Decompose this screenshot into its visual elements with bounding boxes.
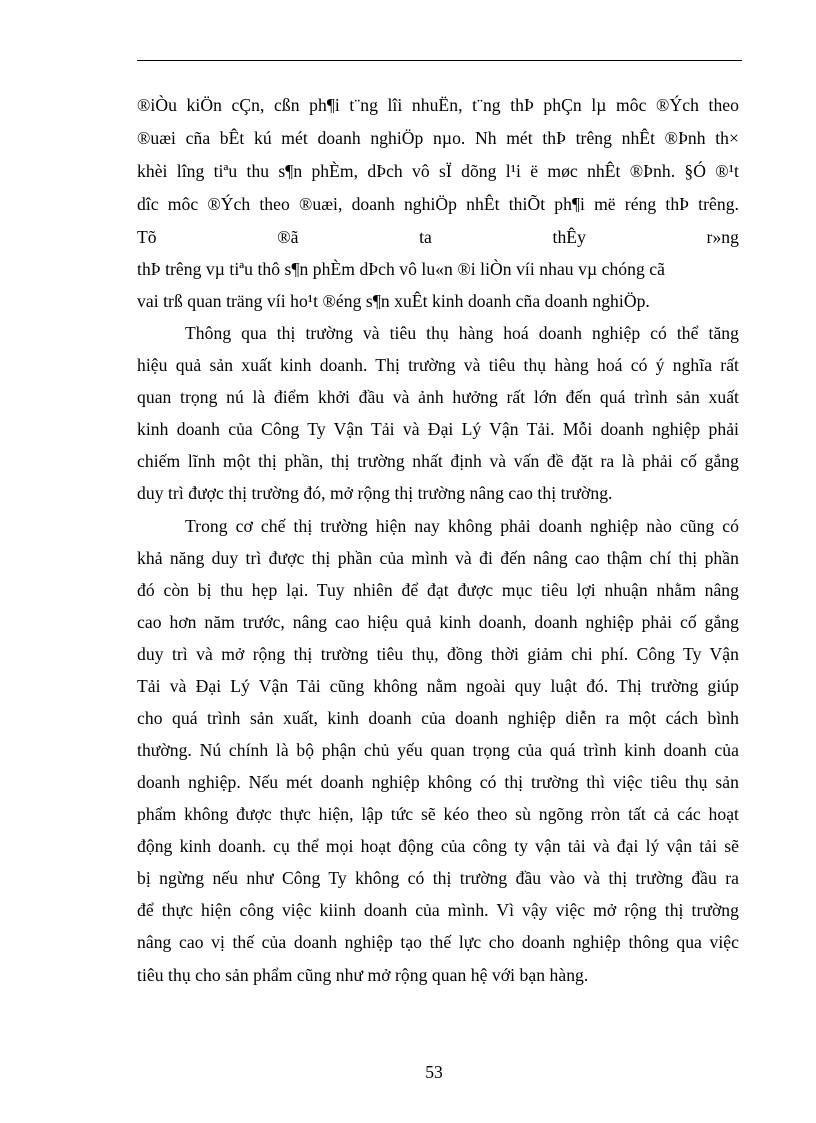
paragraph-line: thường. Nú chính là bộ phận chủ yếu quan trọng của quá trình kinh doanh của (137, 740, 739, 760)
paragraph-line: Trong cơ chế thị trường hiện nay không phải doanh nghiệp nào cũng có (185, 516, 739, 536)
paragraph-line: cao hơn năm trước, nâng cao hiệu quả kinh doanh, doanh nghiệp phải cố gắng (137, 612, 739, 632)
paragraph-line: đó còn bị thu hẹp lại. Tuy nhiên để đạt được mục tiêu lợi nhuận nhằm nâng (137, 580, 739, 600)
paragraph-line: quan trọng nú là điểm khởi đầu và ảnh hưởng rất lớn đến quá trình sản xuất (137, 387, 739, 407)
paragraph-line: cho quá trình sản xuất, kinh doanh của doanh nghiệp diễn ra một cách bình (137, 708, 739, 728)
paragraph-line: duy trì được thị trường đó, mở rộng thị trường nâng cao thị trường. (137, 483, 613, 503)
paragraph-line: doanh nghiệp. Nếu mét doanh nghiệp không có thị trường thì việc tiêu thụ sản (137, 772, 739, 792)
paragraph-line: động kinh doanh. cụ thể mọi hoạt động của công ty vận tải và đại lý vận tải sẽ (137, 836, 739, 856)
paragraph-line: nâng cao vị thế của doanh nghiệp tạo thế lực cho doanh nghiệp thông qua việc (137, 932, 739, 952)
paragraph-line: thÞ trêng vµ tiªu thô s¶n phÈm dÞch vô lu«n ®i liÒn víi nhau vµ chóng cã (137, 259, 665, 279)
paragraph-line: để thực hiện công việc kiinh doanh của mình. Vì vậy việc mở rộng thị trường (137, 900, 739, 920)
paragraph-line: tiêu thụ cho sản phẩm cũng như mở rộng quan hệ với bạn hàng. (137, 965, 589, 985)
paragraph-line: kinh doanh của Công Ty Vận Tải và Đại Lý Vận Tải. Mỗi doanh nghiệp phải (137, 419, 739, 439)
paragraph-line: bị ngừng nếu như Công Ty không có thị trường đầu vào và thị trường đầu ra (137, 868, 739, 888)
paragraph-line: vai trß quan träng víi ho¹t ®éng s¶n xuÊt kinh doanh cña doanh nghiÖp. (137, 291, 650, 311)
paragraph-line: dîc môc ®Ých theo ®uæi, doanh nghiÖp nhÊt thiÕt ph¶i më réng thÞ trêng. (137, 194, 739, 214)
paragraph-line: hiệu quả sản xuất kinh doanh. Thị trường và tiêu thụ hàng hoá có ý nghĩa rất (137, 355, 739, 375)
paragraph-line: Thông qua thị trường và tiêu thụ hàng hoá doanh nghiệp có thể tăng (185, 323, 739, 343)
header-rule (137, 60, 742, 61)
page-number: 53 (425, 1062, 443, 1082)
paragraph-line: phẩm không được thực hiện, lập tức sẽ kéo theo sù ngõng rròn tất cả các hoạt (137, 804, 739, 824)
paragraph-line: khèi lîng tiªu thu s¶n phÈm, dÞch vô sÏ dõng l¹i ë møc nhÊt ®Þnh. §Ó ®¹t (137, 161, 739, 181)
paragraph-line: ®uæi cña bÊt kú mét doanh nghiÖp nµo. Nh mét thÞ trêng nhÊt ®Þnh th× (137, 128, 739, 148)
paragraph-line: ®iÒu kiÖn cÇn, cßn ph¶i t¨ng lîi nhuËn, t¨ng thÞ phÇn lµ môc ®Ých theo (137, 95, 739, 115)
paragraph-line: chiếm lĩnh một thị phần, thị trường nhất định và vấn đề đặt ra là phải cố gắng (137, 451, 739, 471)
paragraph-line: khả năng duy trì được thị phần của mình và đi đến nâng cao thậm chí thị phần (137, 548, 739, 568)
paragraph-line: Tải và Đại Lý Vận Tải cũng không nằm ngoài quy luật đó. Thị trường giúp (137, 676, 739, 696)
paragraph-line: Tõ ®ã ta thÊy r»ng (137, 227, 739, 247)
paragraph-line: duy trì và mở rộng thị trường tiêu thụ, đồng thời giảm chi phí. Công Ty Vận (137, 644, 739, 664)
